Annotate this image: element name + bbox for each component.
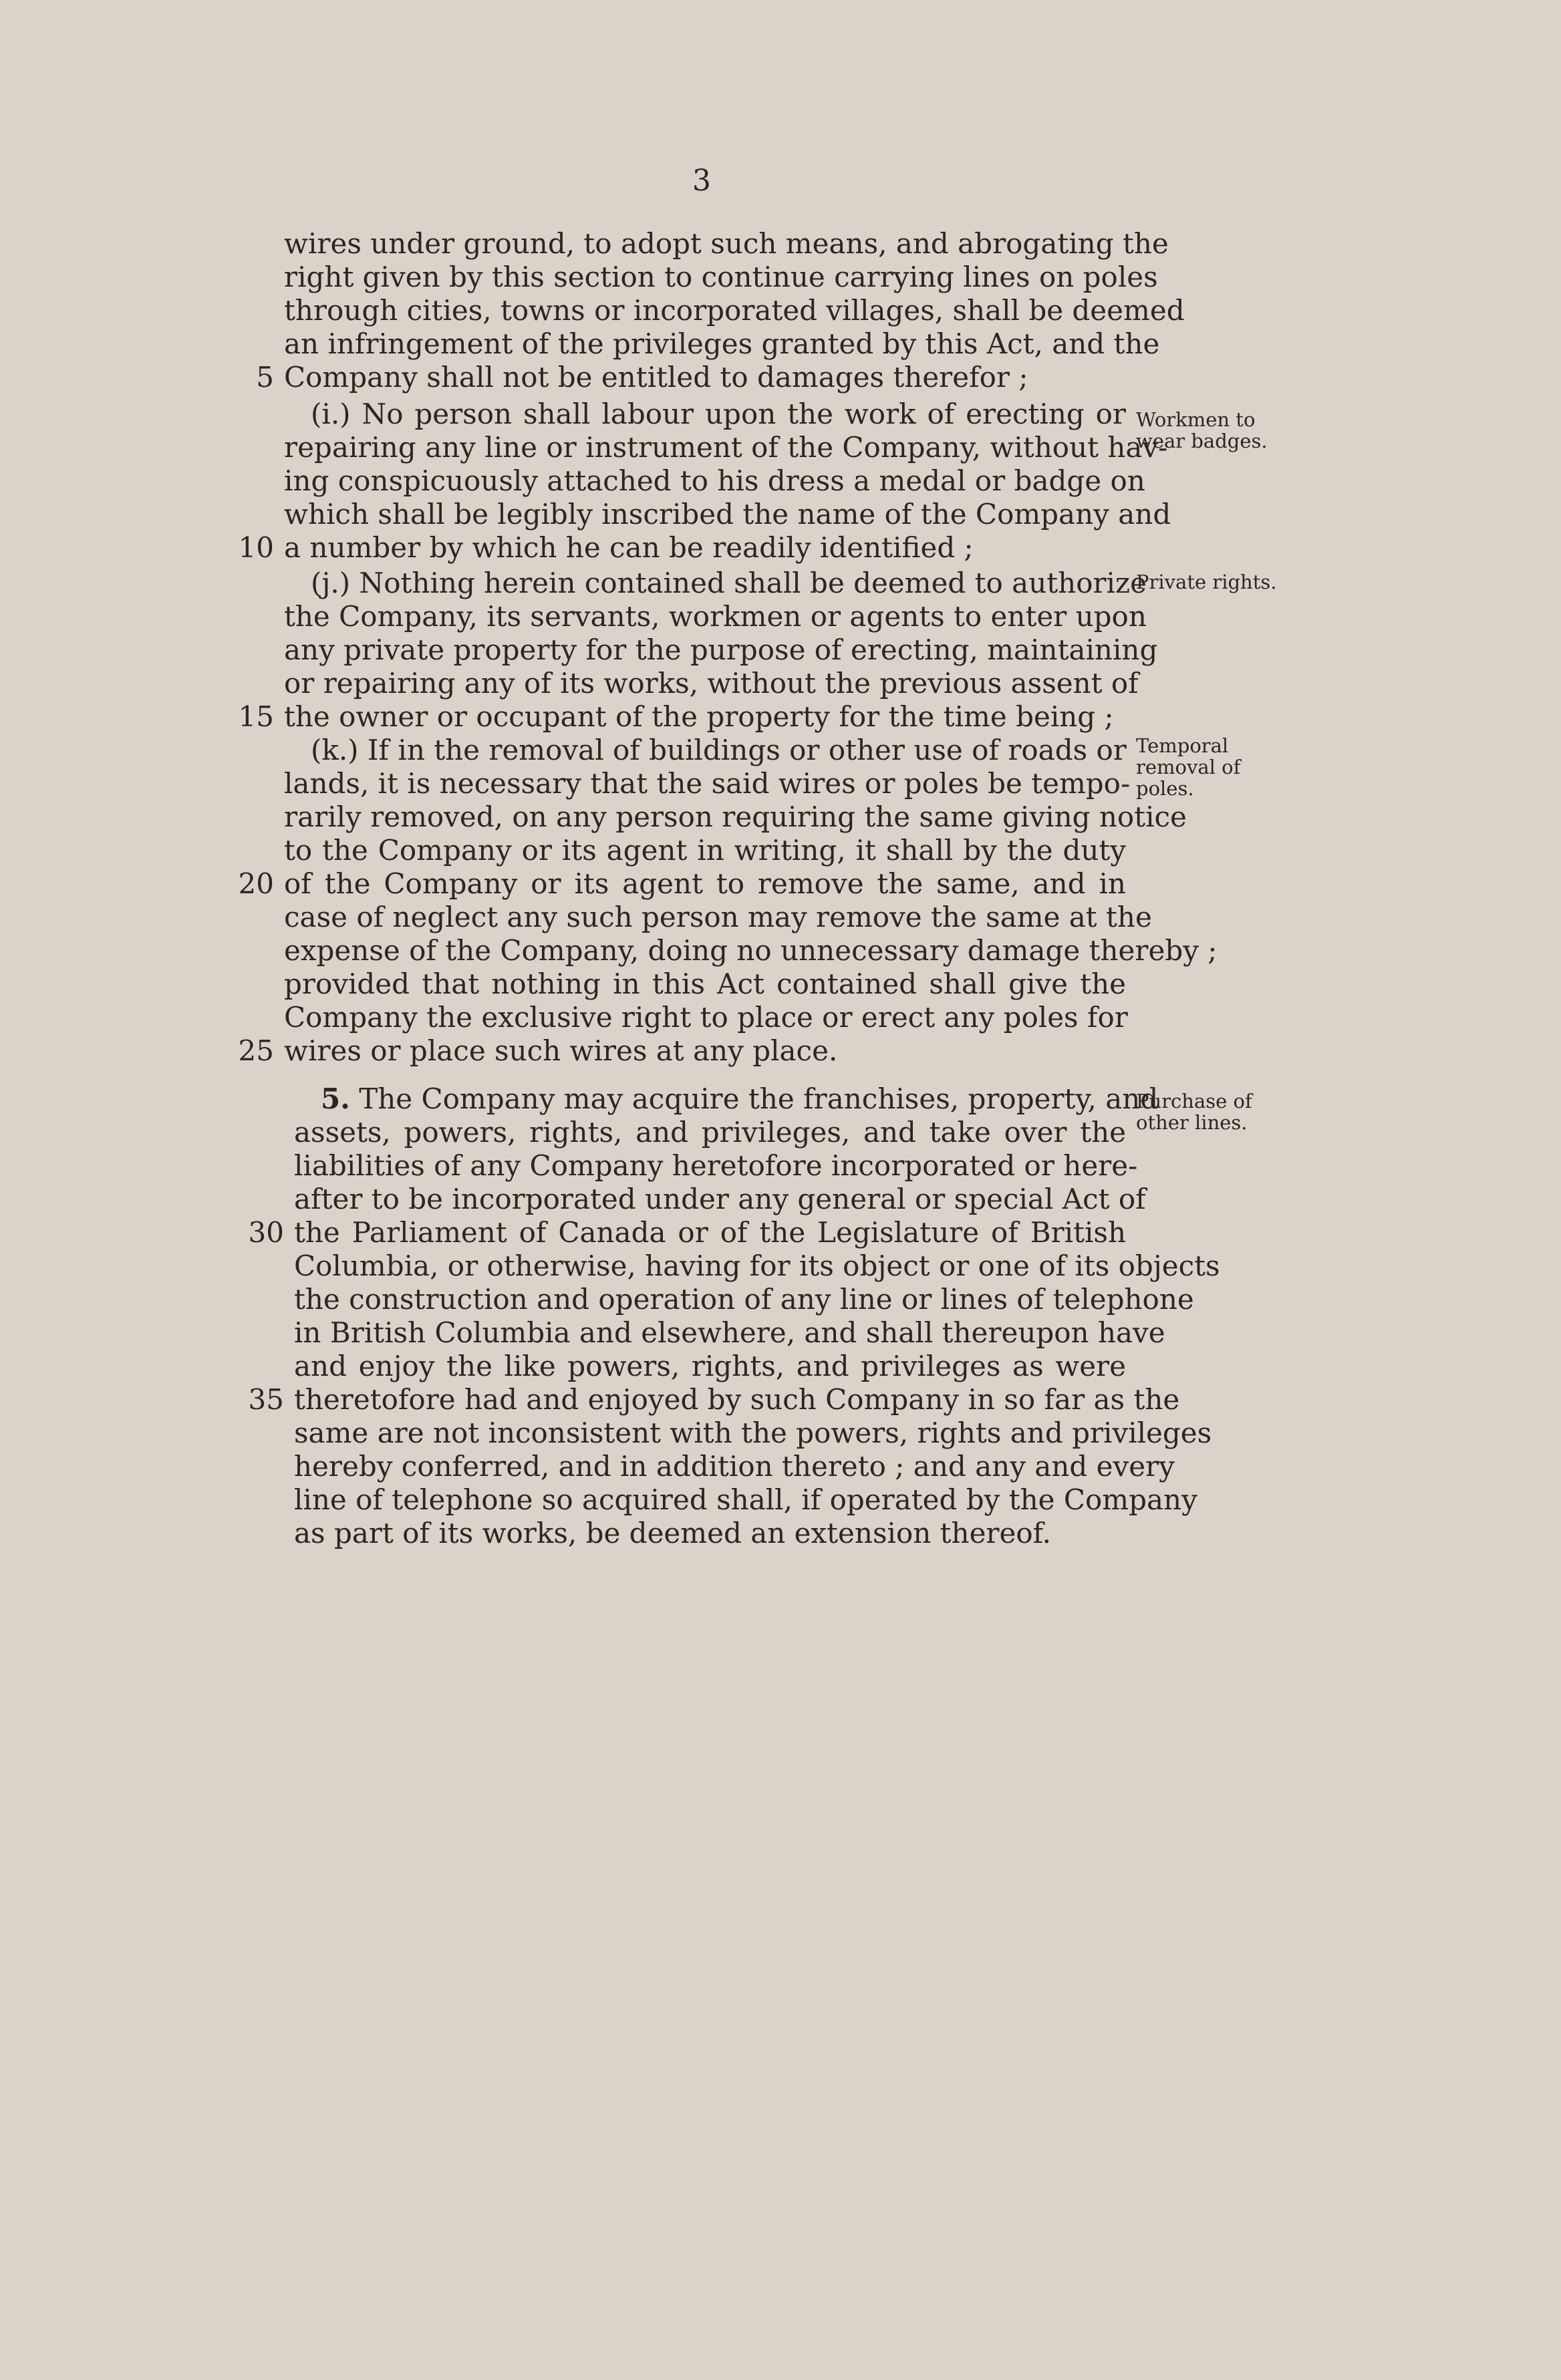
text-line: Company shall not be entitled to damages therefor ; (284, 361, 1028, 394)
text-line: (k.) If in the removal of buildings or other use of roads or (311, 734, 1127, 766)
text-line: Columbia, or otherwise, having for its object or one of its objects (294, 1249, 1220, 1282)
text-line: as part of its works, be deemed an extension thereof. (294, 1517, 1052, 1549)
text-line: rarily removed, on any person requiring the same giving notice (284, 800, 1187, 833)
text-line: wires or place such wires at any place. (284, 1034, 838, 1067)
text-line: the construction and operation of any line or lines of telephone (294, 1283, 1194, 1316)
text-line: an infringement of the privileges granted by this Act, and the (284, 327, 1160, 360)
text-line: provided that nothing in this Act contained shall give the (284, 968, 1126, 1000)
line-number: 30 (248, 1216, 284, 1249)
page-number: 3 (692, 164, 711, 198)
line-number: 15 (238, 700, 274, 733)
text-line: of the Company or its agent to remove the same, and in (284, 867, 1126, 900)
text-line: in British Columbia and elsewhere, and shall thereupon have (294, 1316, 1165, 1349)
text-line: hereby conferred, and in addition thereto ; and any and every (294, 1450, 1175, 1483)
text-line: through cities, towns or incorporated villages, shall be deemed (284, 294, 1185, 327)
text-line: the owner or occupant of the property for the time being ; (284, 700, 1114, 733)
text-line: which shall be legibly inscribed the name of the Company and (284, 498, 1171, 531)
line-number: 20 (238, 867, 274, 900)
section-number: 5. (321, 1082, 350, 1115)
line-number: 25 (238, 1034, 274, 1067)
text-line: and enjoy the like powers, rights, and privileges as were (294, 1350, 1126, 1382)
text-line: expense of the Company, doing no unnecessary damage thereby ; (284, 934, 1218, 967)
text-line: the Parliament of Canada or of the Legislature of British (294, 1216, 1126, 1249)
text-line: after to be incorporated under any general or special Act of (294, 1183, 1146, 1215)
text-line: Company the exclusive right to place or erect any poles for (284, 1001, 1128, 1034)
text-line: to the Company or its agent in writing, it shall by the duty (284, 834, 1126, 867)
text-line: line of telephone so acquired shall, if operated by the Company (294, 1483, 1197, 1516)
text-line: repairing any line or instrument of the Company, without hav- (284, 431, 1168, 464)
text-line: any private property for the purpose of erecting, maintaining (284, 633, 1158, 666)
text-line: the Company, its servants, workmen or agents to enter upon (284, 600, 1147, 633)
text-line: theretofore had and enjoyed by such Company in so far as the (294, 1383, 1180, 1416)
text-line: case of neglect any such person may remove the same at the (284, 901, 1152, 933)
text-line: assets, powers, rights, and privileges, and take over the (294, 1116, 1126, 1149)
text-line: (j.) Nothing herein contained shall be deemed to authorize (311, 567, 1147, 599)
line-number: 35 (248, 1383, 284, 1416)
line-number: 10 (238, 531, 274, 564)
text-line: same are not inconsistent with the powers, rights and privileges (294, 1417, 1212, 1449)
text-line: lands, it is necessary that the said wires or poles be tempo- (284, 767, 1131, 800)
text-line-content: The Company may acquire the franchises, property, and (359, 1082, 1159, 1115)
margin-note: Temporal removal of poles. (1136, 734, 1241, 800)
text-line: liabilities of any Company heretofore incorporated or here- (294, 1149, 1138, 1182)
margin-note: Private rights. (1136, 571, 1277, 593)
text-line: a number by which he can be readily identified ; (284, 531, 974, 564)
margin-note: Workmen to wear badges. (1136, 408, 1268, 452)
text-line: (i.) No person shall labour upon the work of erecting or (311, 398, 1126, 430)
text-line: right given by this section to continue carrying lines on poles (284, 261, 1158, 293)
text-line: or repairing any of its works, without the previous assent of (284, 667, 1139, 700)
text-line: wires under ground, to adopt such means, and abrogating the (284, 227, 1169, 260)
line-number: 5 (256, 361, 274, 394)
text-line (321, 1082, 1159, 1116)
text-line: ing conspicuously attached to his dress a medal or badge on (284, 464, 1145, 497)
margin-note: Purchase of other lines. (1136, 1090, 1252, 1134)
